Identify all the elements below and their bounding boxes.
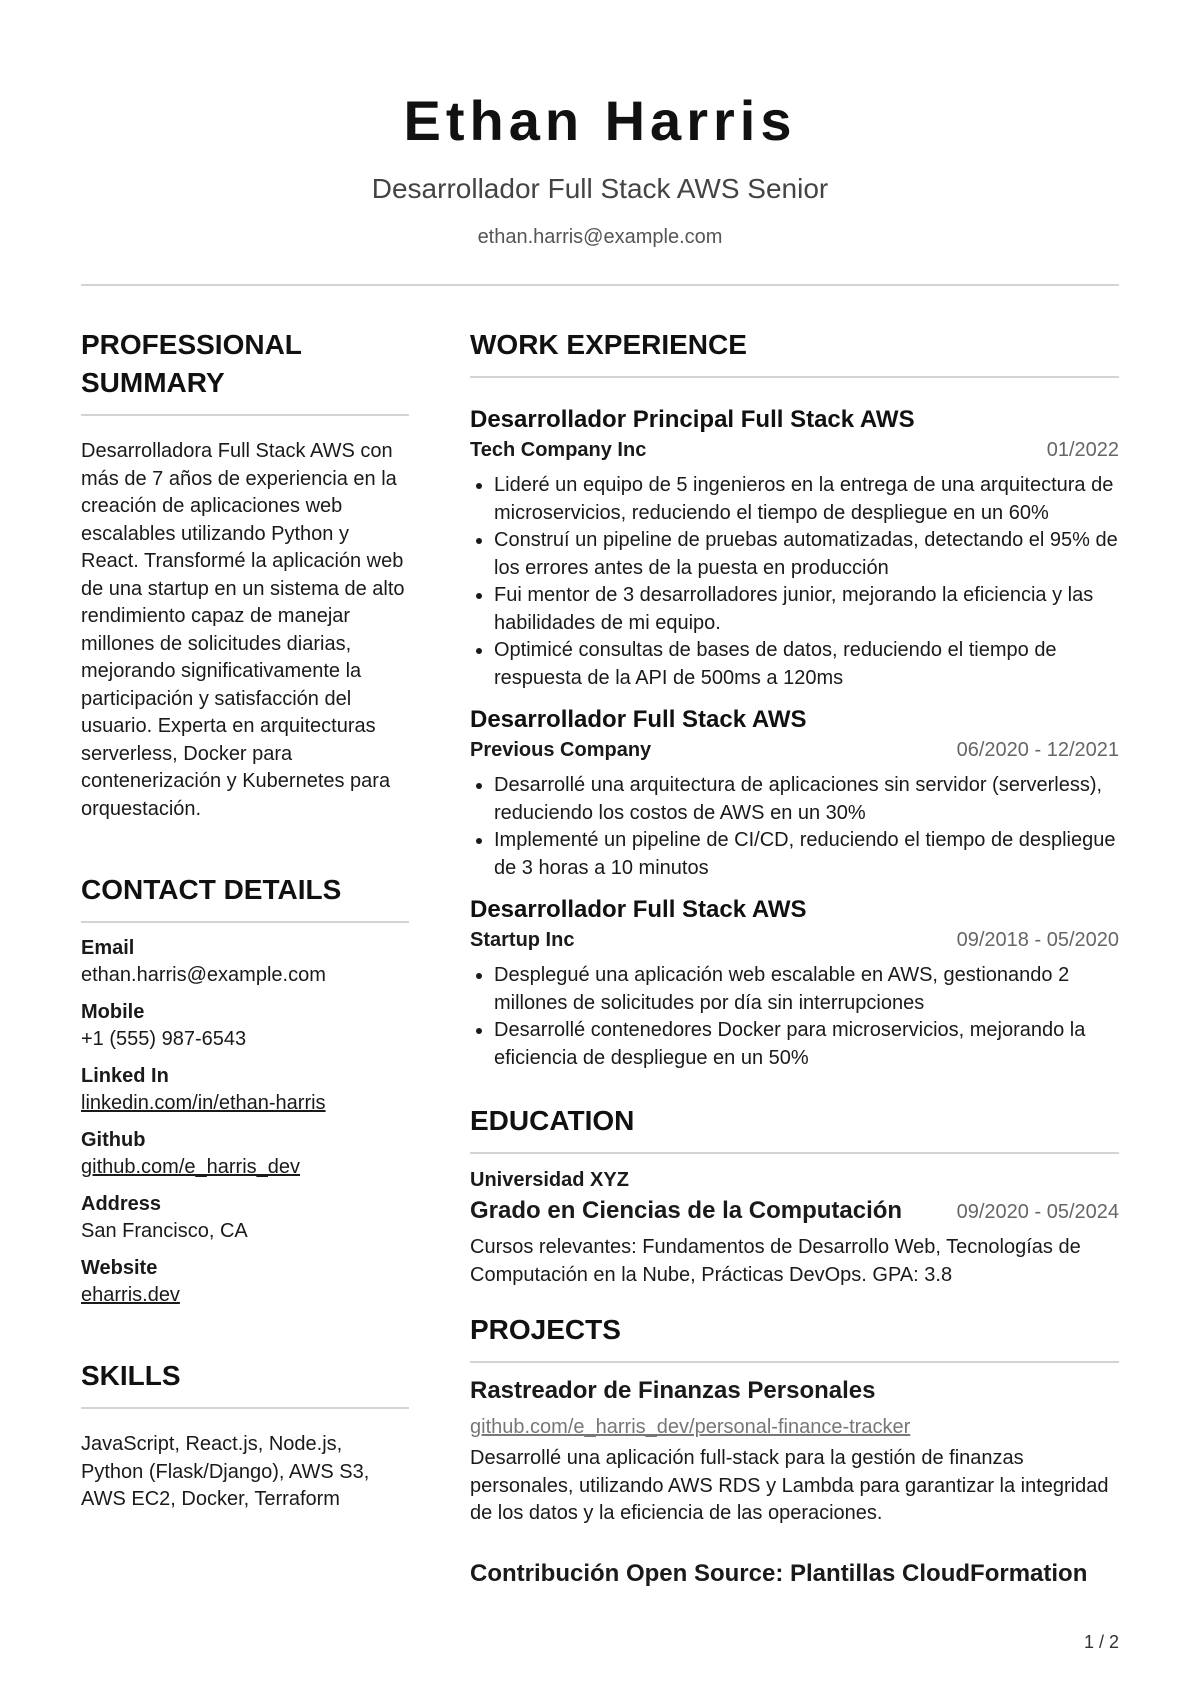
resume-header [81,86,1119,250]
work-heading: WORK EXPERIENCE [470,329,747,360]
project-title: Rastreador de Finanzas Personales [470,1377,876,1404]
contact-value-address: San Francisco, CA [81,1220,248,1242]
contact-label-email: Email [81,937,135,959]
summary-text: Desarrolladora Full Stack AWS con más de 7 años de experiencia en la creación de aplicaciones web escalables utilizando Python y React. Transformé la aplicación web de una startup en un sistema de alto rendimiento capaz de manejar millones de solicitudes diarias, mejorando significativamente la participación y satisfacción del usuario. Experta en arquitecturas serverless, Docker para contenerización y Kubernetes para orquestación. [81,440,405,820]
contact-value-email: ethan.harris@example.com [81,964,326,986]
education-degree: Grado en Ciencias de la Computación [470,1197,903,1224]
job-entry [470,894,1119,1072]
education-description: Cursos relevantes: Fundamentos de Desarrollo Web, Tecnologías de Computación en la Nube, Prácticas DevOps. GPA: 3.8 [470,1236,1081,1286]
github-link[interactable]: github.com/e_harris_dev [81,1156,301,1178]
website-link[interactable]: eharris.dev [81,1284,180,1306]
education-heading: EDUCATION [470,1105,635,1136]
contact-label-address: Address [81,1193,162,1215]
contact-label-github: Github [81,1129,146,1151]
education-section [470,1102,1119,1289]
job-bullet: • Fui mentor de 3 desarrolladores junior, mejorando la eficiencia y las habilidades de mi equipo. [494,582,1119,637]
job-bullets [470,472,1119,692]
projects-section [470,1311,1119,1590]
summary-heading [81,326,409,402]
job-meta [470,736,1119,764]
job-title: Desarrollador Principal Full Stack AWS [470,406,915,433]
summary-heading-line1: PROFESSIONAL [81,329,302,360]
job-date: 09/2018 - 05/2020 [956,929,1119,951]
right-column [470,326,1119,1590]
job-company: Tech Company Inc [470,439,647,461]
education-date: 09/2020 - 05/2024 [956,1201,1119,1223]
skills-heading: SKILLS [81,1360,181,1391]
candidate-headline: Desarrollador Full Stack AWS Senior [371,173,829,204]
project-link[interactable]: github.com/e_harris_dev/personal-finance-tracker [470,1416,911,1438]
section-divider [470,1361,1119,1363]
linkedin-link[interactable]: linkedin.com/in/ethan-harris [81,1092,326,1114]
page-number: 1 / 2 [1083,1632,1119,1652]
contact-section [81,871,409,1309]
education-school: Universidad XYZ [470,1169,629,1191]
job-date: 06/2020 - 12/2021 [956,739,1119,761]
job-entry [470,404,1119,692]
job-meta [470,926,1119,954]
job-bullets [470,772,1119,882]
section-divider [81,1407,409,1409]
header-divider [81,284,1119,286]
work-section [470,326,1119,1072]
project-description: Desarrollé una aplicación full-stack para la gestión de finanzas personales, utilizando AWS RDS y Lambda para garantizar la integridad de los datos y la eficiencia de las operaciones. [470,1447,1109,1524]
contact-label-mobile: Mobile [81,1001,145,1023]
skills-section [81,1357,409,1514]
job-meta [470,436,1119,464]
job-date: 01/2022 [1046,439,1119,461]
summary-section [81,326,409,823]
contact-list [81,935,409,1309]
job-bullet: • Optimicé consultas de bases de datos, reduciendo el tiempo de respuesta de la API de 500ms a 120ms [494,637,1119,692]
project-title: Contribución Open Source: Plantillas CloudFormation [470,1559,1088,1587]
job-bullet: • Construí un pipeline de pruebas automatizadas, detectando el 95% de los errores antes de la puesta en producción [494,527,1119,582]
section-divider [470,1152,1119,1154]
projects-heading: PROJECTS [470,1314,621,1345]
job-company: Startup Inc [470,929,575,951]
left-column [81,326,409,1514]
skills-text: JavaScript, React.js, Node.js, Python (Flask/Django), AWS S3, AWS EC2, Docker, Terraform [81,1433,370,1510]
education-row [470,1194,1119,1228]
job-entry [470,704,1119,882]
summary-heading-line2: SUMMARY [81,367,225,398]
job-title: Desarrollador Full Stack AWS [470,896,807,923]
contact-value-mobile: +1 (555) 987-6543 [81,1028,247,1050]
job-bullet: • Desarrollé contenedores Docker para microservicios, mejorando la eficiencia de despliegue en un 50% [494,1017,1119,1072]
job-company: Previous Company [470,739,652,761]
contact-label-linkedin: Linked In [81,1065,169,1087]
candidate-name: Ethan Harris [403,89,797,152]
project-entry [470,1375,1119,1528]
project-entry [470,1558,1119,1590]
job-bullet: • Desplegué una aplicación web escalable en AWS, gestionando 2 millones de solicitudes por día sin interrupciones [494,962,1119,1017]
job-title: Desarrollador Full Stack AWS [470,706,807,733]
section-divider [470,376,1119,378]
section-divider [81,921,409,923]
job-bullet: • Desarrollé una arquitectura de aplicaciones sin servidor (serverless), reduciendo los costos de AWS en un 30% [494,772,1119,827]
job-bullets [470,962,1119,1072]
job-bullet: • Implementé un pipeline de CI/CD, reduciendo el tiempo de despliegue de 3 horas a 10 minutos [494,827,1119,882]
contact-label-website: Website [81,1257,158,1279]
section-divider [81,414,409,416]
job-bullet: • Lideré un equipo de 5 ingenieros en la entrega de una arquitectura de microservicios, reduciendo el tiempo de despliegue en un 60% [494,472,1119,527]
contact-heading: CONTACT DETAILS [81,874,342,905]
header-email: ethan.harris@example.com [477,226,723,248]
